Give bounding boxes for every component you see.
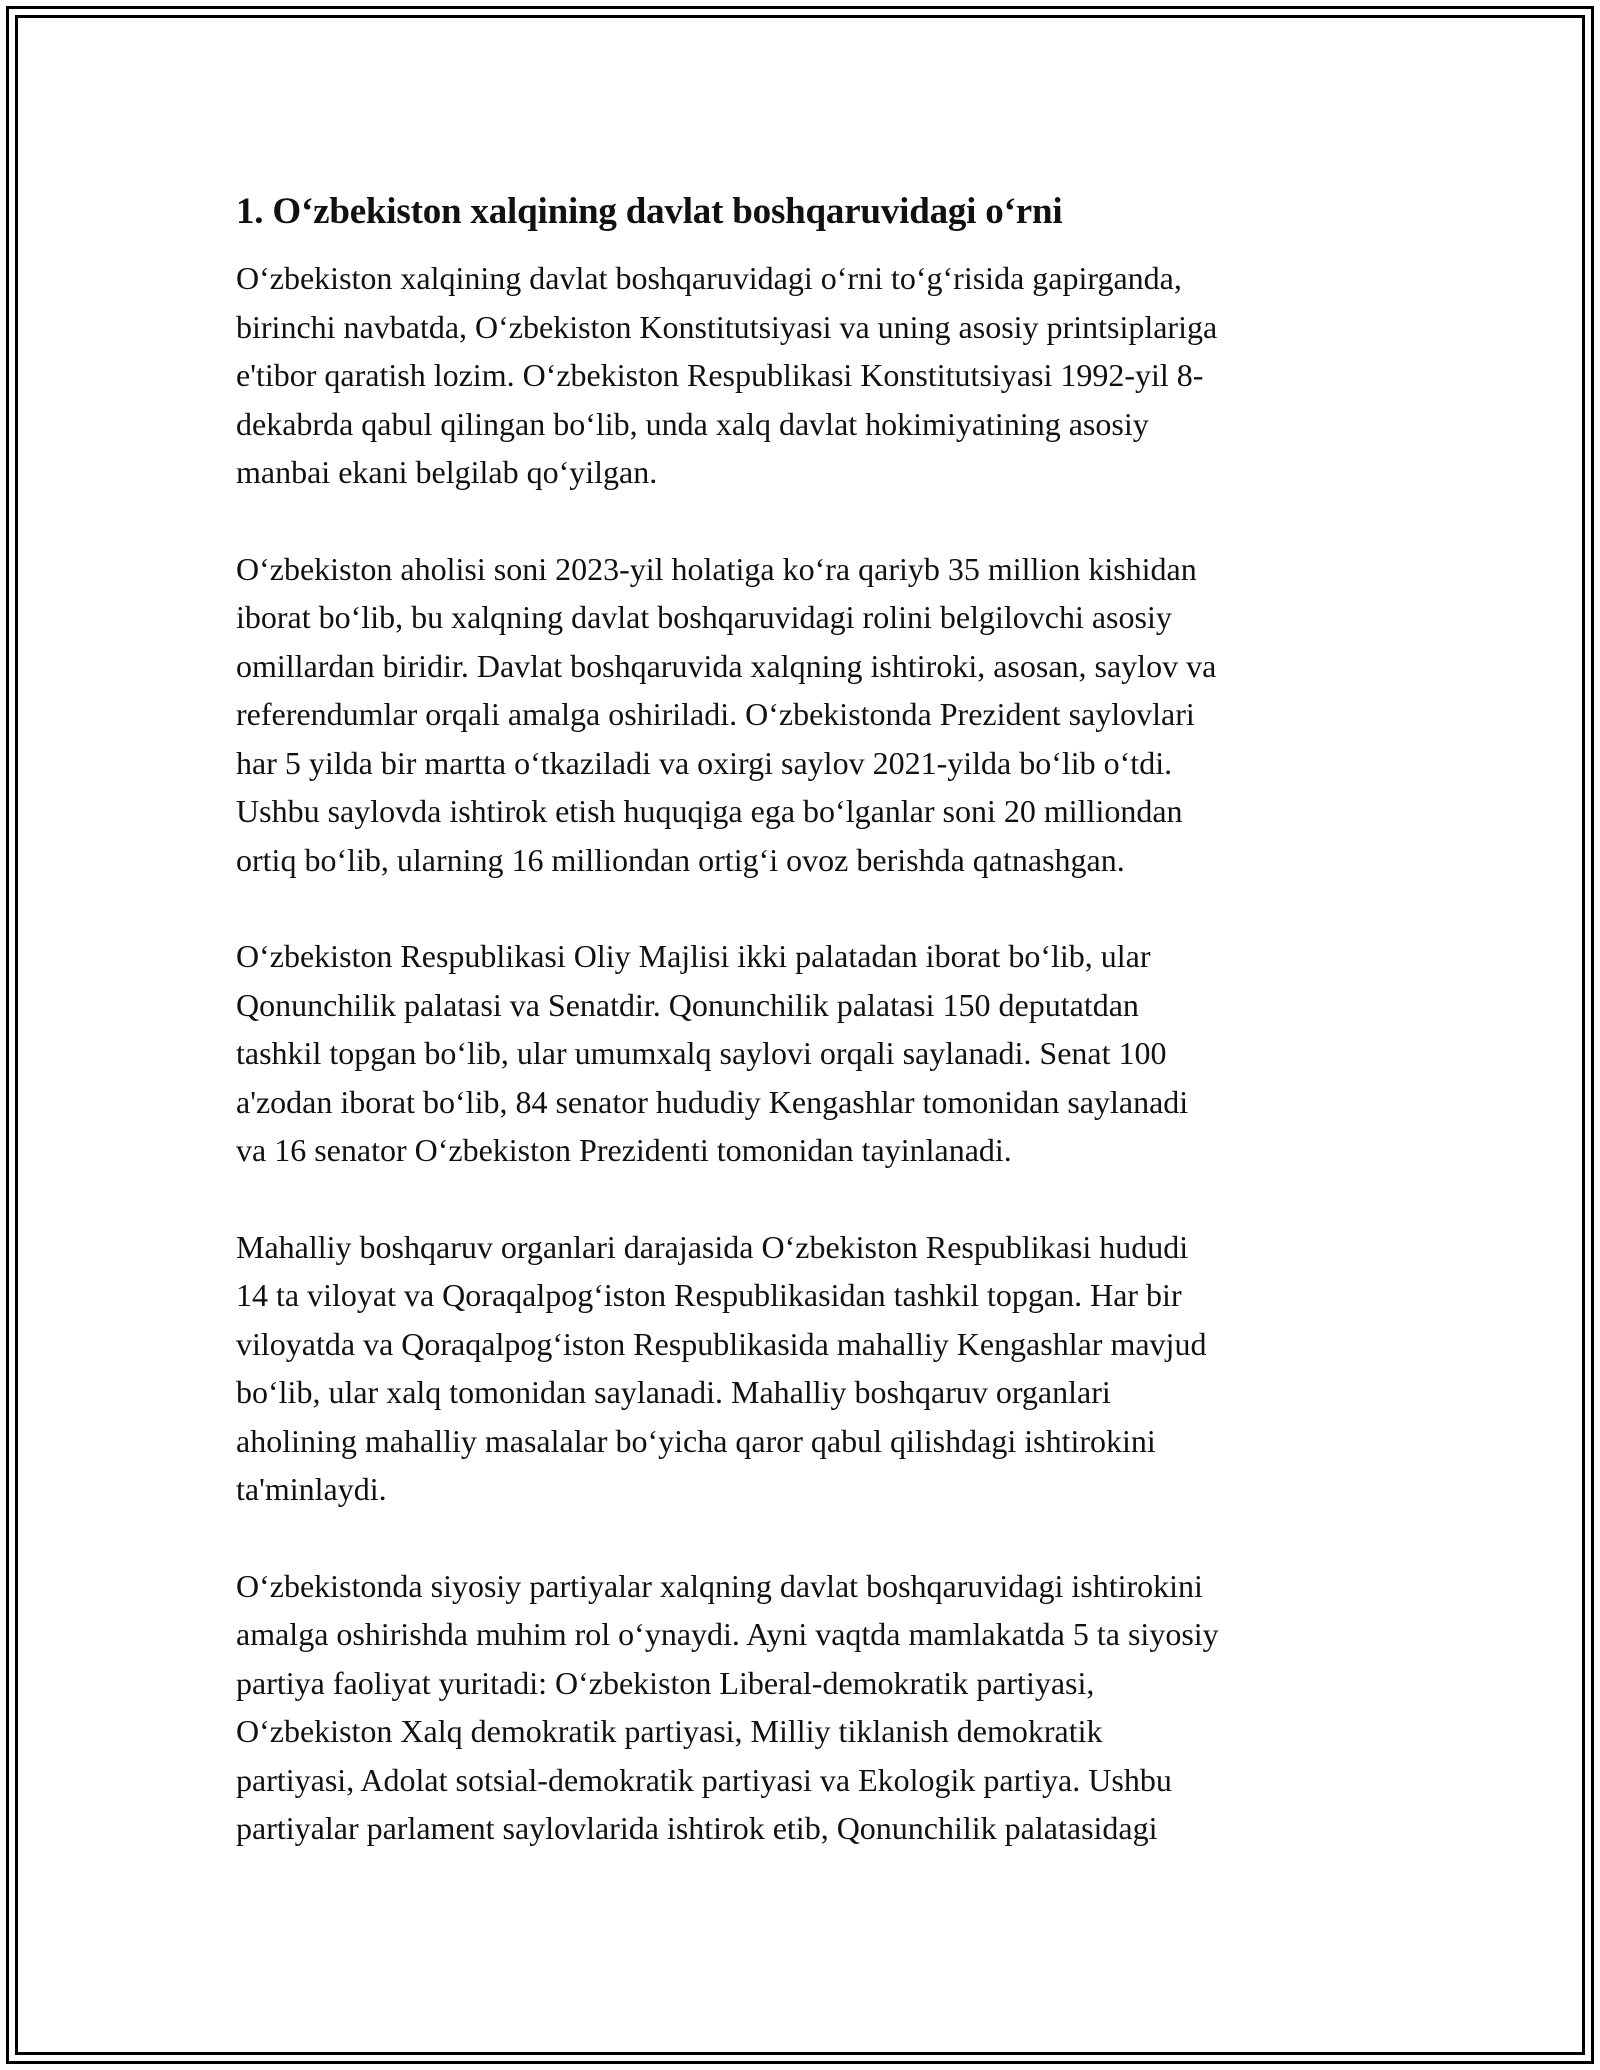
document-body [236,186,1396,1901]
paragraph-local-government: Mahalliy boshqaruv organlari darajasida O‘zbekiston Respublikasi hududi 14 ta viloyat va Qoraqalpog‘iston Respublikasidan tashkil topgan. Har bir viloyatda va Qoraqalpog‘iston Respublikasida mahalliy Kengashlar mavjud bo‘lib, ular xalq tomonidan saylanadi. Mahalliy boshqaruv organlari aholining mahalliy masalalar bo‘yicha qaror qabul qilishdagi ishtirokini ta'minlaydi. [236,1228,1207,1507]
paragraph-political-parties: O‘zbekistonda siyosiy partiyalar xalqning davlat boshqaruvidagi ishtirokini amalga oshirishda muhim rol o‘ynaydi. Ayni vaqtda mamlakatda 5 ta siyosiy partiya faoliyat yuritadi: O‘zbekiston Liberal-demokratik partiyasi, O‘zbekiston Xalq demokratik partiyasi, Milliy tiklanish demokratik partiyasi, Adolat sotsial-demokratik partiyasi va Ekologik partiya. Ushbu partiyalar parlament saylovlarida ishtirok etib, Qonunchilik palatasidagi [236,1567,1219,1846]
section-heading: 1. O‘zbekiston xalqining davlat boshqaruvidagi o‘rni [236,191,1063,232]
paragraph-population-elections: O‘zbekiston aholisi soni 2023-yil holatiga ko‘ra qariyb 35 million kishidan iborat bo‘lib, bu xalqning davlat boshqaruvidagi rolini belgilovchi asosiy omillardan biridir. Davlat boshqaruvida xalqning ishtiroki, asosan, saylov va referendumlar orqali amalga oshiriladi. O‘zbekistonda Prezident saylovlari har 5 yilda bir martta o‘tkaziladi va oxirgi saylov 2021-yilda bo‘lib o‘tdi. Ushbu saylovda ishtirok etish huquqiga ega bo‘lganlar soni 20 milliondan ortiq bo‘lib, ularning 16 milliondan ortig‘i ovoz berishda qatnashgan. [236,550,1217,878]
paragraph-constitution: O‘zbekiston xalqining davlat boshqaruvidagi o‘rni to‘g‘risida gapirganda, birinchi navbatda, O‘zbekiston Konstitutsiyasi va uning asosiy printsiplariga e'tibor qaratish lozim. O‘zbekiston Respublikasi Konstitutsiyasi 1992-yil 8- dekabrda qabul qilingan bo‘lib, unda xalq davlat hokimiyatining asosiy manbai ekani belgilab qo‘yilgan. [236,260,1218,490]
paragraph-oliy-majlis: O‘zbekiston Respublikasi Oliy Majlisi ikki palatadan iborat bo‘lib, ular Qonunchilik palatasi va Senatdir. Qonunchilik palatasi 150 deputatdan tashkil topgan bo‘lib, ular umumxalq saylovi orqali saylanadi. Senat 100 a'zodan iborat bo‘lib, 84 senator hududiy Kengashlar tomonidan saylanadi va 16 senator O‘zbekiston Prezidenti tomonidan tayinlanadi. [236,938,1189,1168]
